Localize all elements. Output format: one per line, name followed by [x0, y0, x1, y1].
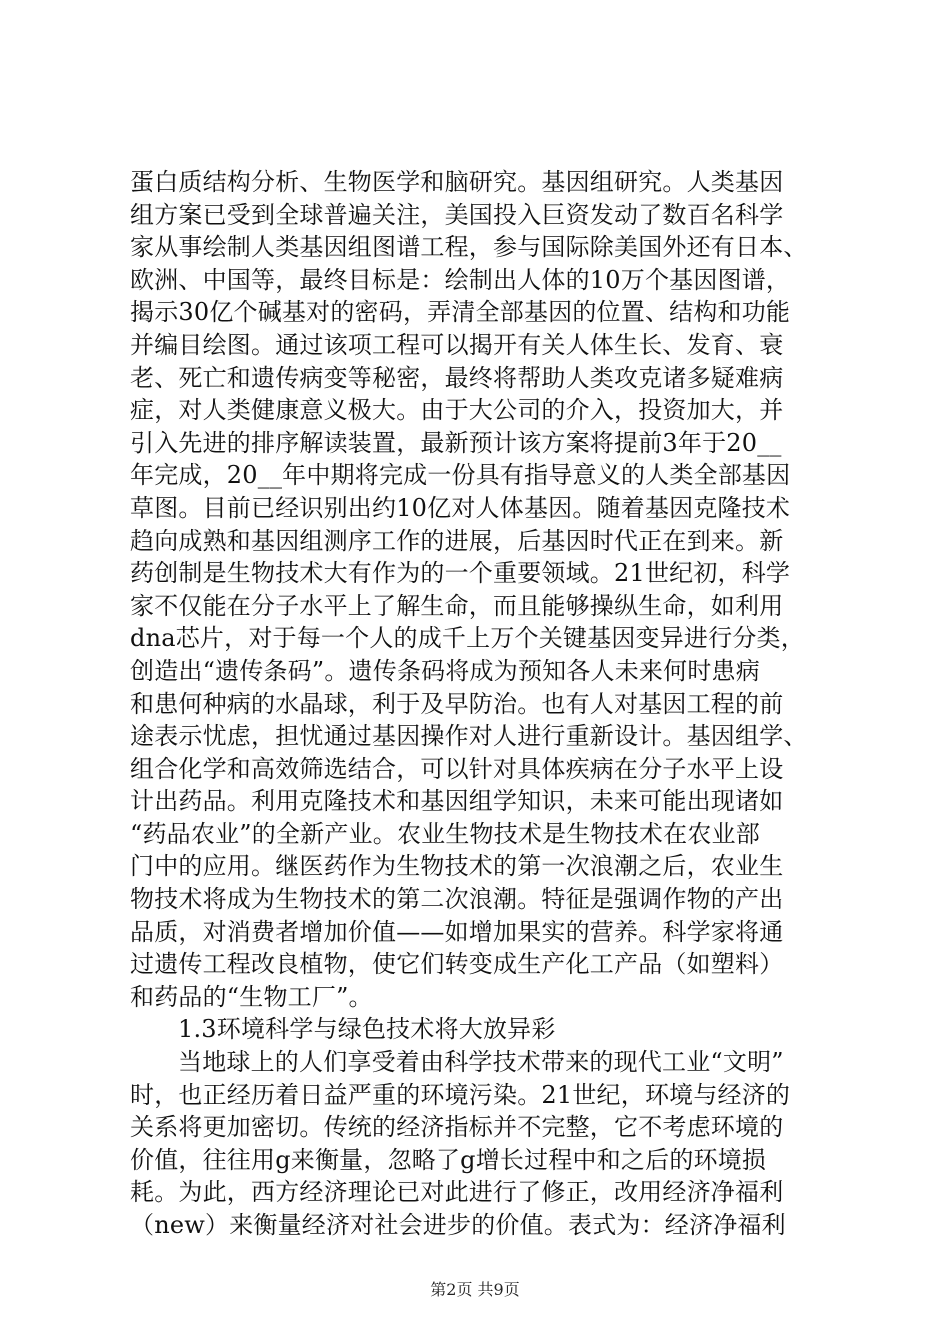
- text-line: dna芯片，对于每一个人的成千上万个关键基因变异进行分类，: [130, 624, 805, 653]
- text-line: 年完成，20__年中期将完成一份具有指导意义的人类全部基因: [130, 461, 791, 490]
- text-line: 品质，对消费者增加价值——如增加果实的营养。科学家将通: [130, 917, 784, 946]
- text-line: 趋向成熟和基因组测序工作的进展，后基因时代正在到来。新: [130, 526, 784, 555]
- text-line: 家不仅能在分子水平上了解生命，而且能够操纵生命，如利用: [130, 591, 784, 620]
- text-line: 和患何种病的水晶球，利于及早防治。也有人对基因工程的前: [130, 689, 784, 718]
- document-body: [130, 166, 830, 1242]
- text-line: 价值，往往用g来衡量，忽略了g增长过程中和之后的环境损: [130, 1145, 767, 1174]
- text-line: 家从事绘制人类基因组图谱工程，参与国际除美国外还有日本、: [130, 233, 808, 262]
- text-line: 草图。目前已经识别出约10亿对人体基因。随着基因克隆技术: [130, 493, 791, 522]
- page-footer: 第2页 共9页: [430, 1280, 520, 1299]
- text-line: 欧洲、中国等，最终目标是：绘制出人体的10万个基因图谱，: [130, 265, 791, 294]
- text-line: 蛋白质结构分析、生物医学和脑研究。基因组研究。人类基因: [130, 168, 784, 196]
- text-line: 组合化学和高效筛选结合，可以针对具体疾病在分子水平上设: [130, 754, 784, 783]
- text-line: 时，也正经历着日益严重的环境污染。21世纪，环境与经济的: [130, 1080, 791, 1109]
- text-line: 过遗传工程改良植物，使它们转变成生产化工产品（如塑料）: [130, 950, 784, 979]
- text-line: 途表示忧虑，担忧通过基因操作对人进行重新设计。基因组学、: [130, 722, 808, 751]
- text-line: 创造出“遗传条码”。遗传条码将成为预知各人未来何时患病: [130, 656, 760, 685]
- text-line: 组方案已受到全球普遍关注，美国投入巨资发动了数百名科学: [130, 200, 784, 229]
- text-line: 引入先进的排序解读装置，最新预计该方案将提前3年于20__: [130, 428, 782, 457]
- text-line: “药品农业”的全新产业。农业生物技术是生物技术在农业部: [130, 819, 760, 848]
- text-line: （new）来衡量经济对社会进步的价值。表式为：经济净福利: [130, 1211, 786, 1239]
- text-line: 并编目绘图。通过该项工程可以揭开有关人体生长、发育、衰: [130, 330, 784, 359]
- text-line: 门中的应用。继医药作为生物技术的第一次浪潮之后，农业生: [130, 852, 784, 881]
- text-line: 和药品的“生物工厂”。: [130, 982, 373, 1011]
- section-heading: 1.3环境科学与绿色技术将大放异彩: [178, 1015, 556, 1044]
- text-line: 耗。为此，西方经济理论已对此进行了修正，改用经济净福利: [130, 1178, 784, 1207]
- text-line: 关系将更加密切。传统的经济指标并不完整，它不考虑环境的: [130, 1113, 784, 1142]
- text-line: 老、死亡和遗传病变等秘密，最终将帮助人类攻克诸多疑难病: [130, 363, 784, 392]
- text-line: 揭示30亿个碱基对的密码，弄清全部基因的位置、结构和功能: [130, 298, 791, 327]
- text-line: 当地球上的人们享受着由科学技术带来的现代工业“文明”: [178, 1048, 784, 1077]
- text-line: 症，对人类健康意义极大。由于大公司的介入，投资加大，并: [130, 396, 784, 425]
- text-line: 物技术将成为生物技术的第二次浪潮。特征是强调作物的产出: [130, 885, 784, 914]
- text-line: 计出药品。利用克隆技术和基因组学知识，未来可能出现诸如: [130, 787, 784, 816]
- text-line: 药创制是生物技术大有作为的一个重要领域。21世纪初，科学: [130, 559, 791, 588]
